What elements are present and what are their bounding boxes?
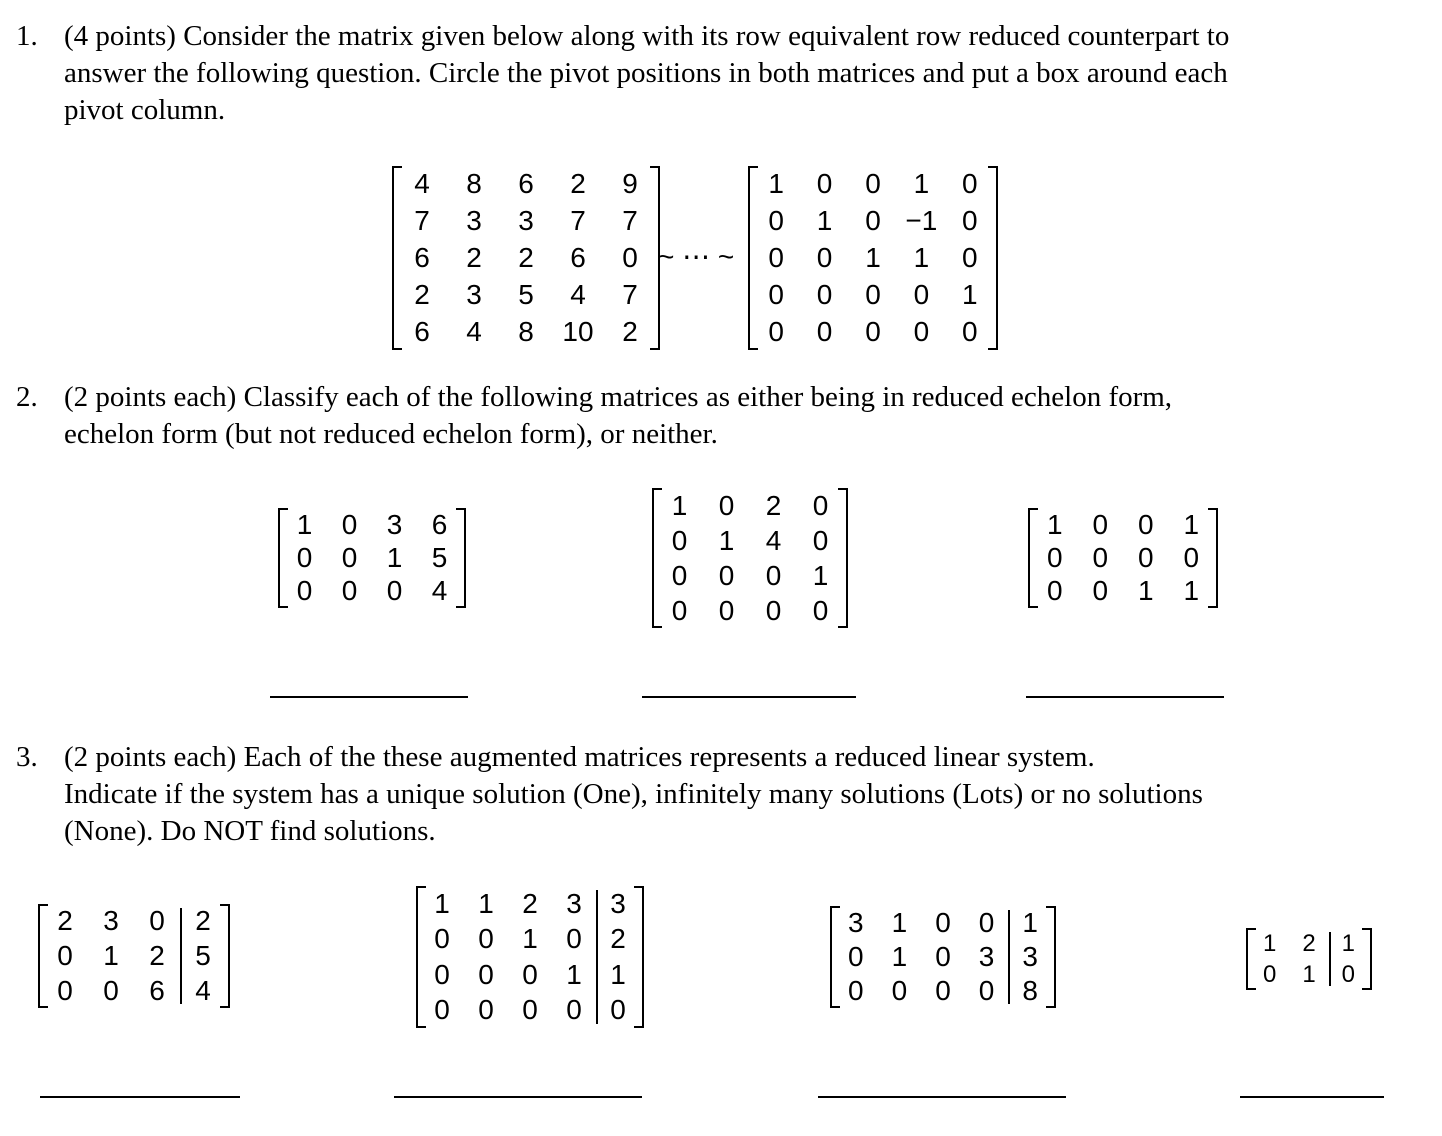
- matrix-entry: 3: [566, 887, 582, 919]
- matrix-entry: 0: [962, 315, 978, 347]
- left-bracket: [748, 166, 758, 350]
- matrix-entry: 0: [913, 278, 930, 310]
- matrix-entry: 0: [865, 278, 881, 310]
- matrix-entry: 0: [768, 278, 784, 310]
- matrix-entry: 2: [149, 939, 165, 971]
- matrix-entry: 0: [848, 975, 864, 1006]
- matrix-entry: 0: [434, 923, 450, 955]
- matrix-entry: 7: [622, 278, 638, 310]
- q3-augmented-matrix-4: [1250, 928, 1368, 990]
- q2-matrix-1: [282, 508, 462, 608]
- matrix-entry: 0: [149, 905, 165, 937]
- q2-matrix-2: [656, 488, 844, 628]
- matrix-entry: 0: [1092, 575, 1109, 607]
- right-bracket: [1362, 928, 1372, 990]
- matrix-entry: 2: [195, 905, 211, 937]
- matrix-entry: 1: [962, 278, 978, 310]
- matrix-entry: 6: [414, 315, 430, 347]
- matrix-entry: 1: [1183, 575, 1200, 607]
- matrix-entry: 3: [978, 941, 995, 972]
- question-1: [16, 18, 1436, 133]
- question-1-text: [64, 18, 1229, 129]
- matrix-entry: 0: [1092, 541, 1109, 573]
- matrix-entry: 1: [1046, 508, 1063, 540]
- matrix-entry: 0: [341, 541, 358, 573]
- matrix-entry: 0: [768, 205, 784, 237]
- matrix-entry: 0: [1137, 508, 1154, 540]
- right-bracket: [456, 508, 466, 608]
- matrix-entry: 0: [386, 575, 403, 607]
- matrix-entry: 1: [865, 241, 881, 273]
- matrix-entry: 0: [57, 939, 73, 971]
- matrix-entry: 0: [816, 241, 833, 273]
- matrix-entry: 1: [1022, 907, 1038, 938]
- matrix-entry: 8: [466, 168, 482, 200]
- question-2-line: echelon form (but not reduced echelon form), or neither.: [64, 418, 718, 450]
- matrix-entry: 0: [1341, 960, 1355, 988]
- matrix-entry: 2: [570, 168, 586, 200]
- matrix-entry: 2: [610, 923, 626, 955]
- matrix-entry: 2: [1302, 929, 1316, 957]
- matrix-entry: 3: [518, 205, 534, 237]
- matrix-entry: 0: [434, 994, 450, 1026]
- matrix-entry: 8: [518, 315, 534, 347]
- left-bracket: [652, 488, 662, 628]
- question-1-line: answer the following question. Circle the pivot positions in both matrices and put a box around each: [64, 57, 1228, 89]
- matrix-entry: 0: [103, 974, 119, 1006]
- question-3: [16, 739, 1436, 854]
- augmentation-divider: [1329, 932, 1331, 986]
- matrix-entry: 1: [478, 887, 494, 919]
- matrix-entry: 3: [466, 205, 482, 237]
- right-bracket: [220, 904, 230, 1008]
- augmentation-divider: [180, 908, 182, 1004]
- question-3-text: [64, 739, 1203, 850]
- matrix-entry: 0: [341, 575, 358, 607]
- right-bracket: [1046, 906, 1056, 1008]
- matrix-entry: 0: [913, 315, 930, 347]
- q3-answer-blank-2[interactable]: [394, 1096, 642, 1098]
- left-bracket: [392, 166, 402, 350]
- matrix-entry: 0: [812, 489, 829, 521]
- matrix-entry: 8: [1022, 975, 1038, 1006]
- matrix-entry: 0: [671, 524, 688, 556]
- q2-matrix-3: [1032, 508, 1214, 608]
- matrix-entry: 0: [765, 559, 782, 591]
- matrix-entry: 1: [610, 958, 626, 990]
- matrix-entry: 0: [434, 958, 450, 990]
- matrix-entry: 0: [478, 958, 494, 990]
- matrix-entry: 1: [913, 241, 930, 273]
- q3-answer-blank-1[interactable]: [40, 1096, 240, 1098]
- matrix-entry: 1: [816, 205, 833, 237]
- left-bracket: [38, 904, 48, 1008]
- matrix-entry: 2: [466, 241, 482, 273]
- matrix-entry: 3: [1022, 941, 1038, 972]
- matrix-entry: 0: [962, 205, 978, 237]
- question-3-number: 3.: [16, 741, 38, 773]
- matrix-entry: 2: [765, 489, 782, 521]
- matrix-entry: 3: [103, 905, 119, 937]
- matrix-entry: −1: [905, 205, 938, 237]
- left-bracket: [278, 508, 288, 608]
- matrix-entry: 0: [522, 958, 538, 990]
- matrix-entry: 0: [478, 994, 494, 1026]
- matrix-entry: 10: [562, 315, 594, 347]
- matrix-entry: 6: [414, 241, 430, 273]
- matrix-entry: 6: [518, 168, 534, 200]
- matrix-entry: 0: [478, 923, 494, 955]
- matrix-entry: 0: [816, 315, 833, 347]
- matrix-entry: 0: [1183, 541, 1200, 573]
- question-1-line: (4 points) Consider the matrix given below along with its row equivalent row reduced counterpart to: [64, 20, 1230, 52]
- matrix-entry: 3: [386, 508, 403, 540]
- matrix-entry: 0: [765, 594, 782, 626]
- q3-augmented-matrix-1: [42, 904, 226, 1008]
- matrix-entry: 2: [518, 241, 534, 273]
- matrix-entry: 0: [848, 941, 864, 972]
- matrix-entry: 1: [718, 524, 735, 556]
- matrix-entry: 0: [816, 168, 833, 200]
- matrix-entry: 1: [812, 559, 829, 591]
- matrix-entry: 0: [865, 168, 881, 200]
- matrix-entry: 0: [1046, 575, 1063, 607]
- matrix-entry: 2: [414, 278, 430, 310]
- matrix-entry: 3: [610, 887, 626, 919]
- left-bracket: [1028, 508, 1038, 608]
- matrix-entry: 0: [812, 524, 829, 556]
- question-3-line: (2 points each) Each of the these augmented matrices represents a reduced linear system.: [64, 741, 1095, 773]
- matrix-entry: 4: [414, 168, 430, 200]
- matrix-entry: 2: [622, 315, 638, 347]
- matrix-entry: 0: [622, 241, 638, 273]
- left-bracket: [830, 906, 840, 1008]
- matrix-entry: 4: [765, 524, 782, 556]
- matrix-entry: 7: [414, 205, 430, 237]
- matrix-entry: 1: [296, 508, 313, 540]
- matrix-entry: 0: [1137, 541, 1154, 573]
- matrix-entry: 0: [816, 278, 833, 310]
- matrix-entry: 4: [466, 315, 482, 347]
- matrix-entry: 1: [891, 907, 908, 938]
- matrix-entry: 9: [622, 168, 638, 200]
- matrix-entry: 5: [195, 939, 211, 971]
- q3-answer-blank-3[interactable]: [818, 1096, 1066, 1098]
- matrix-entry: 4: [195, 974, 211, 1006]
- question-1-number: 1.: [16, 20, 38, 52]
- matrix-entry: 1: [522, 923, 538, 955]
- matrix-entry: 1: [768, 168, 784, 200]
- matrix-entry: 0: [1046, 541, 1063, 573]
- matrix-entry: 0: [935, 975, 951, 1006]
- right-bracket: [838, 488, 848, 628]
- matrix-entry: 4: [431, 575, 448, 607]
- question-2-text: [64, 379, 1172, 453]
- matrix-entry: 1: [1302, 960, 1316, 988]
- question-2-line: (2 points each) Classify each of the following matrices as either being in reduced echelon form,: [64, 381, 1173, 413]
- matrix-entry: 2: [57, 905, 73, 937]
- matrix-entry: 0: [671, 594, 688, 626]
- matrix-entry: 2: [522, 887, 538, 919]
- right-bracket: [1208, 508, 1218, 608]
- matrix-entry: 1: [386, 541, 403, 573]
- matrix-entry: 0: [768, 241, 784, 273]
- q2-answer-blank-1[interactable]: [270, 696, 468, 698]
- question-3-line: (None). Do NOT find solutions.: [64, 815, 436, 847]
- question-3-line: Indicate if the system has a unique solution (One), infinitely many solutions (Lots) or no solutions: [64, 778, 1203, 810]
- matrix-entry: 6: [431, 508, 448, 540]
- matrix-entry: 0: [768, 315, 784, 347]
- matrix-entry: 7: [570, 205, 586, 237]
- q2-answer-blank-3[interactable]: [1026, 696, 1224, 698]
- augmentation-divider: [596, 890, 598, 1024]
- matrix-entry: 0: [962, 168, 978, 200]
- augmentation-divider: [1008, 910, 1010, 1004]
- question-1-line: pivot column.: [64, 94, 226, 126]
- matrix-entry: 0: [296, 541, 313, 573]
- matrix-entry: 0: [566, 994, 582, 1026]
- matrix-entry: 5: [431, 541, 448, 573]
- matrix-entry: 1: [434, 887, 450, 919]
- matrix-entry: 0: [566, 923, 582, 955]
- matrix-entry: 1: [671, 489, 688, 521]
- matrix-entry: 0: [296, 575, 313, 607]
- matrix-entry: 0: [671, 559, 688, 591]
- matrix-entry: 0: [718, 559, 735, 591]
- q2-answer-blank-2[interactable]: [642, 696, 856, 698]
- matrix-entry: 1: [1341, 929, 1355, 957]
- matrix-entry: 1: [913, 168, 930, 200]
- q3-augmented-matrix-2: [420, 886, 640, 1028]
- matrix-entry: 0: [341, 508, 358, 540]
- matrix-entry: 6: [570, 241, 586, 273]
- matrix-entry: 1: [566, 958, 582, 990]
- matrix-entry: 0: [812, 594, 829, 626]
- matrix-entry: 0: [610, 994, 626, 1026]
- matrix-entry: 0: [718, 489, 735, 521]
- matrix-entry: 0: [891, 975, 908, 1006]
- question-2-number: 2.: [16, 381, 38, 413]
- matrix-entry: 1: [1183, 508, 1200, 540]
- matrix-entry: 0: [718, 594, 735, 626]
- matrix-entry: 3: [848, 907, 864, 938]
- right-bracket: [988, 166, 998, 350]
- matrix-entry: 4: [570, 278, 586, 310]
- matrix-entry: 3: [466, 278, 482, 310]
- left-bracket: [1246, 928, 1256, 990]
- question-2: [16, 379, 1436, 459]
- matrix-entry: 0: [935, 941, 951, 972]
- matrix-entry: 0: [962, 241, 978, 273]
- right-bracket: [634, 886, 644, 1028]
- matrix-entry: 0: [978, 907, 995, 938]
- q3-answer-blank-4[interactable]: [1240, 1096, 1384, 1098]
- matrix-entry: 7: [622, 205, 638, 237]
- left-bracket: [416, 886, 426, 1028]
- matrix-entry: 0: [522, 994, 538, 1026]
- matrix-entry: 0: [1262, 960, 1277, 988]
- matrix-entry: 5: [518, 278, 534, 310]
- q3-augmented-matrix-3: [834, 906, 1052, 1008]
- matrix-entry: 0: [1092, 508, 1109, 540]
- matrix-entry: 0: [935, 907, 951, 938]
- matrix-entry: 0: [865, 315, 881, 347]
- matrix-entry: 1: [1137, 575, 1154, 607]
- q1-reduced-matrix: [752, 166, 994, 350]
- matrix-entry: 1: [1262, 929, 1277, 957]
- matrix-entry: 0: [57, 974, 73, 1006]
- matrix-entry: 0: [978, 975, 995, 1006]
- q1-original-matrix: [396, 166, 656, 350]
- matrix-entry: 0: [865, 205, 881, 237]
- matrix-entry: 1: [103, 939, 119, 971]
- row-equivalence-symbol: ~ ⋯ ~: [658, 241, 735, 272]
- matrix-entry: 6: [149, 974, 165, 1006]
- matrix-entry: 1: [891, 941, 908, 972]
